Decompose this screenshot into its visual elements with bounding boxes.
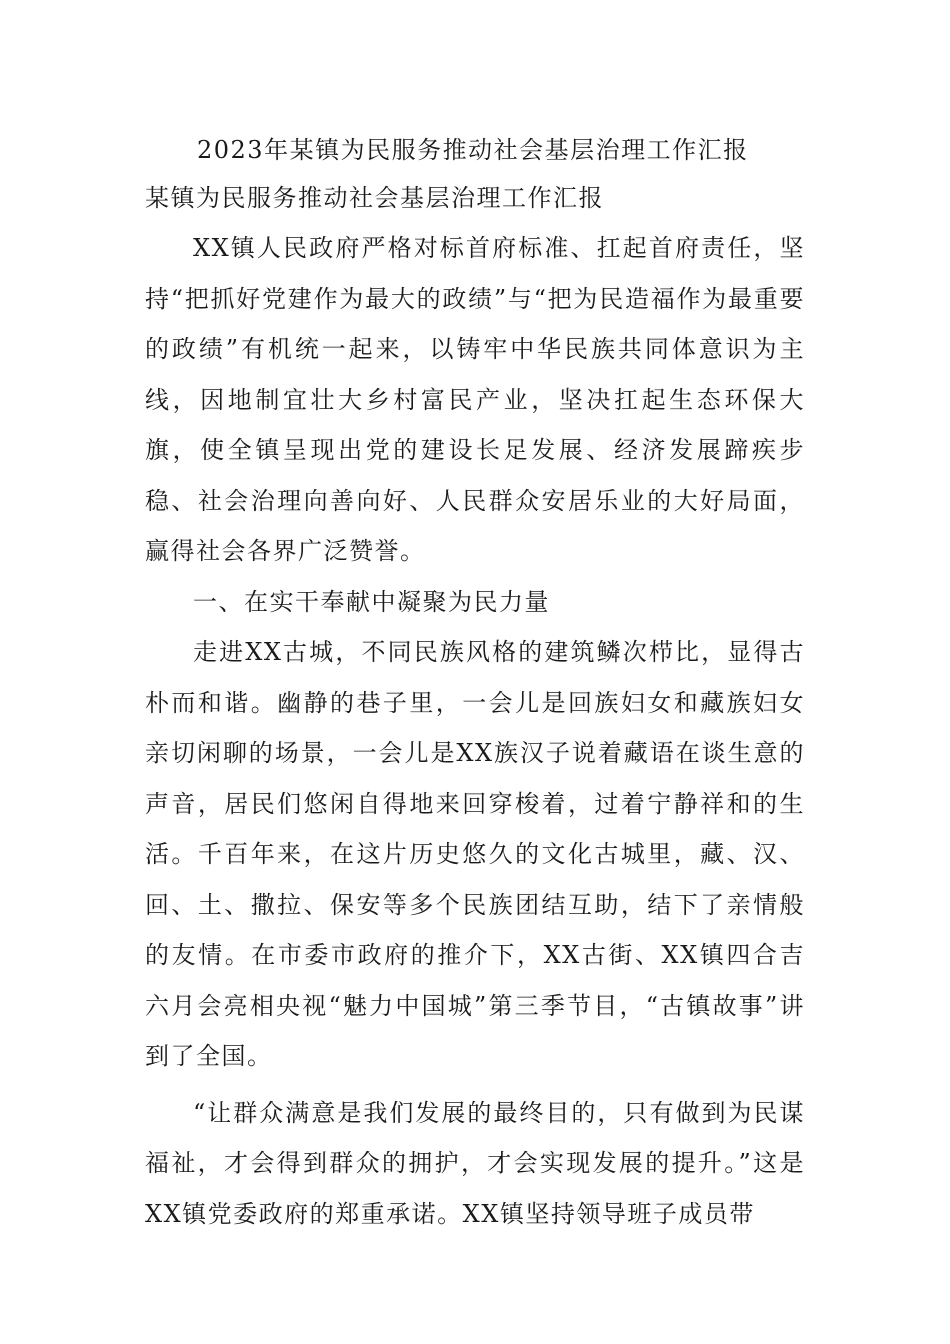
section-heading: 一、在实干奉献中凝聚为民力量 — [193, 587, 550, 616]
section-paragraph: “让群众满意是我们发展的最终目的，只有做到为民谋福祉，才会得到群众的拥护，才会实现发展的提升。”这是XX镇党委政府的郑重承诺。XX镇坚持领导班子成员带 — [145, 1098, 805, 1228]
document-subtitle: 某镇为民服务推动社会基层治理工作汇报 — [145, 184, 604, 212]
document-body — [145, 128, 805, 1239]
document-title: 2023年某镇为民服务推动社会基层治理工作汇报 — [197, 136, 749, 164]
intro-paragraph: XX镇人民政府严格对标首府标准、扛起首府责任，坚持“把抓好党建作为最大的政绩”与“把为民造福作为最重要的政绩”有机统一起来，以铸牢中华民族共同体意识为主线，因地制宜壮大乡村富民产业，坚决扛起生态环保大旗，使全镇呈现出党的建设长足发展、经济发展蹄疾步稳、社会治理向善向好、人民群众安居乐业的大好局面，赢得社会各界广泛赞誉。 — [145, 234, 805, 565]
section-paragraph: 走进XX古城，不同民族风格的建筑鳞次栉比，显得古朴而和谐。幽静的巷子里，一会儿是回族妇女和藏族妇女亲切闲聊的场景，一会儿是XX族汉子说着藏语在谈生意的声音，居民们悠闲自得地来回穿梭着，过着宁静祥和的生活。千百年来，在这片历史悠久的文化古城里，藏、汉、回、土、撒拉、保安等多个民族团结互助，结下了亲情般的友情。在市委市政府的推介下，XX古街、XX镇四合吉六月会亮相央视“魅力中国城”第三季节目，“古镇故事”讲到了全国。 — [145, 638, 805, 1070]
